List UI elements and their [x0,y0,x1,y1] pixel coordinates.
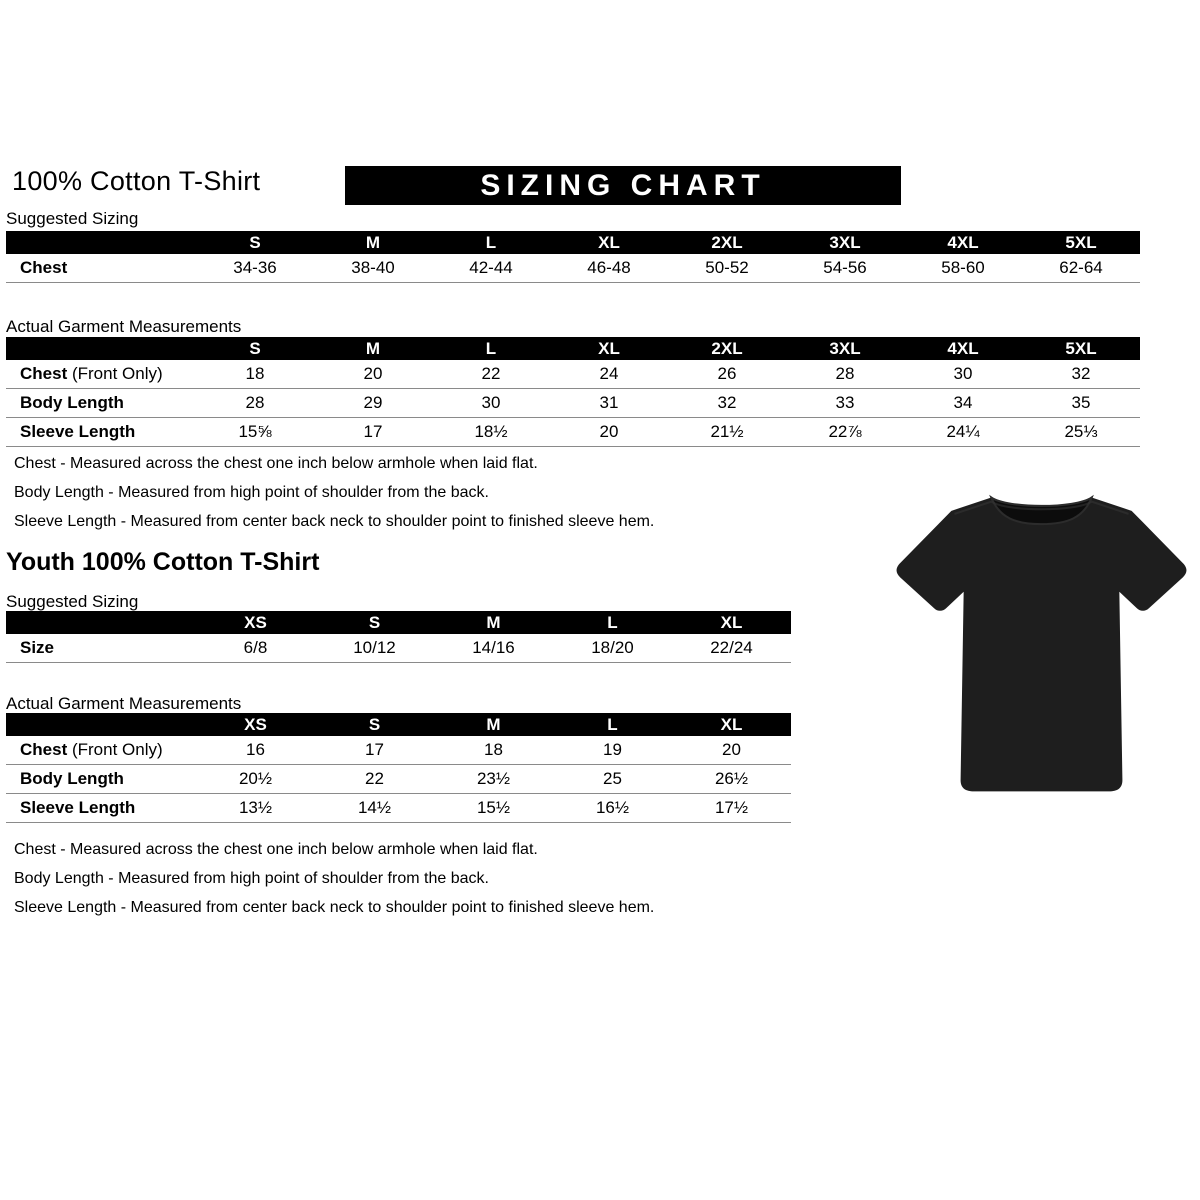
value-cell: 35 [1022,389,1140,418]
value-cell: 26 [668,360,786,389]
adult-actual-measurements-label: Actual Garment Measurements [6,317,242,336]
row-label: Size [6,634,196,663]
value-cell: 15½ [434,794,553,823]
value-cell: 18 [434,736,553,765]
value-cell: 24¼ [904,418,1022,447]
value-cell: 34-36 [196,254,314,283]
value-cell: 32 [668,389,786,418]
size-column-header: S [315,611,434,634]
value-cell: 22 [315,765,434,794]
value-cell: 20 [672,736,791,765]
header-corner-cell [6,713,196,736]
tshirt-body-shape [897,498,1187,792]
value-cell: 14½ [315,794,434,823]
size-column-header: M [434,713,553,736]
value-cell: 21½ [668,418,786,447]
table-header-row [6,611,791,634]
value-cell: 58-60 [904,254,1022,283]
size-column-header: L [553,611,672,634]
youth-suggested-sizing-table [6,611,791,663]
row-label: Chest (Front Only) [6,736,196,765]
value-cell: 16½ [553,794,672,823]
value-cell: 17½ [672,794,791,823]
youth-suggested-sizing-label: Suggested Sizing [6,592,139,611]
table-row [6,765,791,794]
measurement-note: Chest - Measured across the chest one inch below armhole when laid flat. [14,455,538,472]
size-column-header: XL [672,713,791,736]
value-cell: 14/16 [434,634,553,663]
size-column-header: S [315,713,434,736]
youth-actual-measurements-table [6,713,791,823]
value-cell: 29 [314,389,432,418]
header-corner-cell [6,231,196,254]
size-column-header: L [432,337,550,360]
header-corner-cell [6,611,196,634]
value-cell: 38-40 [314,254,432,283]
value-cell: 10/12 [315,634,434,663]
value-cell: 17 [314,418,432,447]
size-column-header: L [432,231,550,254]
value-cell: 20 [550,418,668,447]
size-column-header: XL [550,337,668,360]
value-cell: 54-56 [786,254,904,283]
measurement-note: Sleeve Length - Measured from center back neck to shoulder point to finished sleeve hem. [14,899,655,916]
value-cell: 28 [786,360,904,389]
youth-measurement-notes [14,841,654,928]
size-column-header: XS [196,713,315,736]
size-column-header: 5XL [1022,231,1140,254]
table-row [6,736,791,765]
youth-section-title: Youth 100% Cotton T-Shirt [6,548,320,576]
value-cell: 25⅓ [1022,418,1140,447]
value-cell: 30 [432,389,550,418]
size-column-header: 4XL [904,337,1022,360]
measurement-note: Sleeve Length - Measured from center back neck to shoulder point to finished sleeve hem. [14,513,655,530]
value-cell: 24 [550,360,668,389]
value-cell: 18 [196,360,314,389]
adult-section-title: 100% Cotton T-Shirt [12,166,261,196]
value-cell: 18½ [432,418,550,447]
measurement-note: Body Length - Measured from high point of shoulder from the back. [14,484,489,501]
table-row [6,360,1140,389]
table-header-row [6,713,791,736]
value-cell: 33 [786,389,904,418]
value-cell: 22⅞ [786,418,904,447]
size-column-header: S [196,231,314,254]
table-header-row [6,337,1140,360]
row-label: Chest (Front Only) [6,360,196,389]
value-cell: 46-48 [550,254,668,283]
value-cell: 22 [432,360,550,389]
value-cell: 15⅝ [196,418,314,447]
adult-actual-measurements-table [6,337,1140,447]
adult-measurement-notes [14,455,654,542]
size-column-header: 4XL [904,231,1022,254]
value-cell: 19 [553,736,672,765]
table-row [6,389,1140,418]
value-cell: 25 [553,765,672,794]
table-row [6,418,1140,447]
size-column-header: XS [196,611,315,634]
youth-actual-measurements-label: Actual Garment Measurements [6,694,242,713]
value-cell: 18/20 [553,634,672,663]
black-tshirt-image [893,477,1190,815]
size-column-header: 5XL [1022,337,1140,360]
adult-suggested-sizing-table [6,231,1140,283]
table-row [6,794,791,823]
size-column-header: S [196,337,314,360]
size-column-header: M [314,337,432,360]
value-cell: 20 [314,360,432,389]
value-cell: 6/8 [196,634,315,663]
measurement-note: Body Length - Measured from high point of shoulder from the back. [14,870,489,887]
value-cell: 26½ [672,765,791,794]
measurement-note: Chest - Measured across the chest one inch below armhole when laid flat. [14,841,538,858]
size-column-header: L [553,713,672,736]
size-column-header: M [314,231,432,254]
row-label: Sleeve Length [6,418,196,447]
value-cell: 16 [196,736,315,765]
row-label: Body Length [6,765,196,794]
size-column-header: M [434,611,553,634]
size-column-header: XL [550,231,668,254]
value-cell: 23½ [434,765,553,794]
size-column-header: XL [672,611,791,634]
value-cell: 50-52 [668,254,786,283]
value-cell: 31 [550,389,668,418]
value-cell: 32 [1022,360,1140,389]
row-label: Chest [6,254,196,283]
value-cell: 62-64 [1022,254,1140,283]
value-cell: 28 [196,389,314,418]
value-cell: 17 [315,736,434,765]
size-column-header: 2XL [668,231,786,254]
size-column-header: 2XL [668,337,786,360]
value-cell: 34 [904,389,1022,418]
value-cell: 22/24 [672,634,791,663]
header-corner-cell [6,337,196,360]
table-row [6,254,1140,283]
value-cell: 20½ [196,765,315,794]
row-label: Sleeve Length [6,794,196,823]
table-row [6,634,791,663]
sizing-chart-banner: SIZING CHART [345,166,901,205]
value-cell: 13½ [196,794,315,823]
value-cell: 30 [904,360,1022,389]
table-header-row [6,231,1140,254]
size-column-header: 3XL [786,337,904,360]
adult-suggested-sizing-label: Suggested Sizing [6,209,139,228]
row-label: Body Length [6,389,196,418]
size-column-header: 3XL [786,231,904,254]
value-cell: 42-44 [432,254,550,283]
